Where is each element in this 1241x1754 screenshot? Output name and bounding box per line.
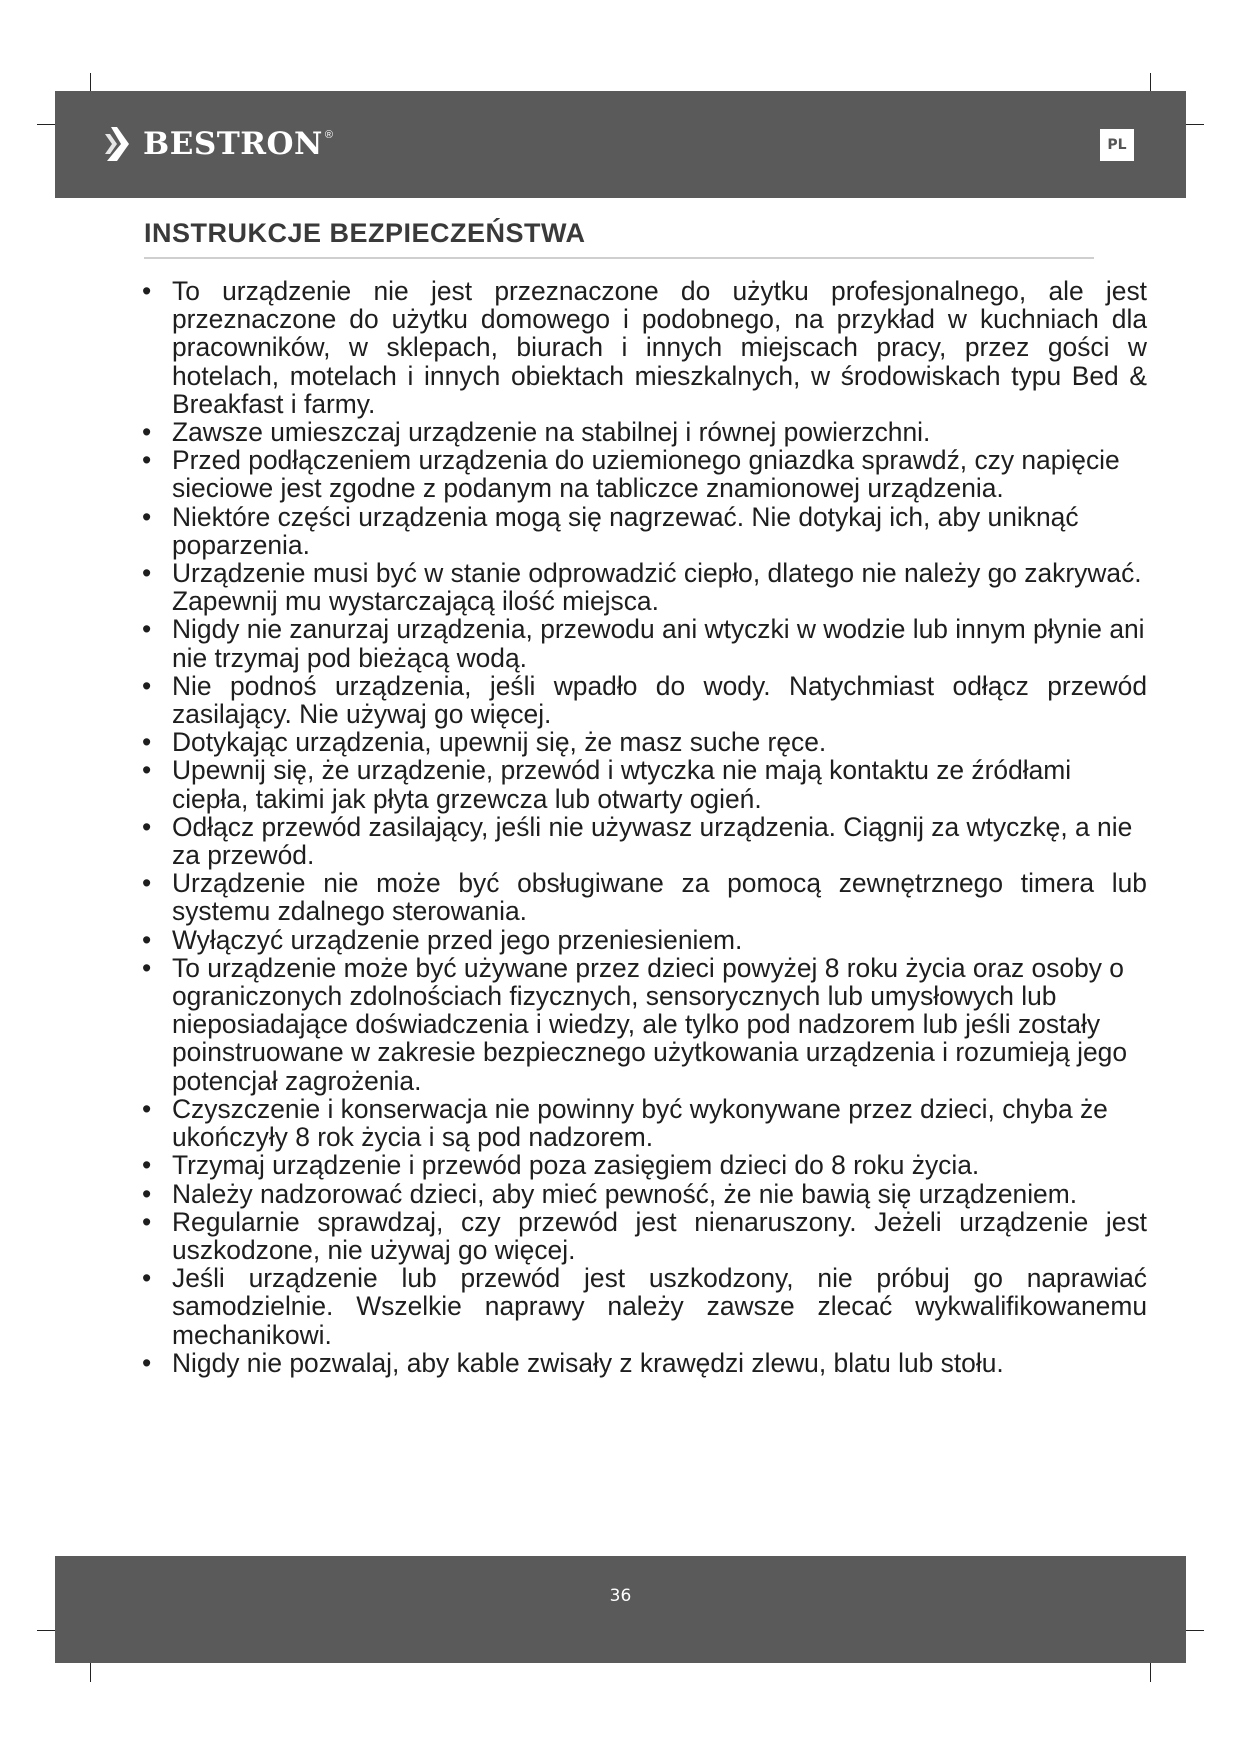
list-item: • To urządzenie może być używane przez dzieci powyżej 8 roku życia oraz osoby o ograniczonych zdolnościach fizycznych, sensorycznych lub umysłowych lub nieposiadające doświadczenia i wiedzy, ale tylko pod nadzorem lub jeśli zostały poinstruowane w zakresie bezpiecznego użytkowania urządzenia i rozumieją jego potencjał zagrożenia.: [142, 954, 1147, 1095]
list-item: • Przed podłączeniem urządzenia do uziemionego gniazdka sprawdź, czy napięcie sieciowe jest zgodne z podanym na tabliczce znamionowej urządzenia.: [142, 446, 1147, 502]
page-number: 36: [609, 1586, 632, 1606]
list-item: • Nigdy nie zanurzaj urządzenia, przewodu ani wtyczki w wodzie lub innym płynie ani nie trzymaj pod bieżącą wodą.: [142, 615, 1147, 671]
brand-name: BESTRON: [143, 126, 323, 162]
list-item: • Upewnij się, że urządzenie, przewód i wtyczka nie mają kontaktu ze źródłami ciepła, takimi jak płyta grzewcza lub otwarty ogień.: [142, 756, 1147, 812]
language-badge: PL: [1100, 129, 1134, 161]
list-item: • Urządzenie musi być w stanie odprowadzić ciepło, dlatego nie należy go zakrywać. Zapewnij mu wystarczającą ilość miejsca.: [142, 559, 1147, 615]
list-item: • Należy nadzorować dzieci, aby mieć pewność, że nie bawią się urządzeniem.: [142, 1180, 1147, 1208]
list-item: • Odłącz przewód zasilający, jeśli nie używasz urządzenia. Ciągnij za wtyczkę, a nie za przewód.: [142, 813, 1147, 869]
safety-instructions-list: [142, 277, 1147, 1377]
brand-logo: [105, 121, 333, 167]
list-item: • Urządzenie nie może być obsługiwane za pomocą zewnętrznego timera lub systemu zdalnego sterowania.: [142, 869, 1147, 925]
registered-mark: ®: [324, 129, 333, 141]
list-item: • Czyszczenie i konserwacja nie powinny być wykonywane przez dzieci, chyba że ukończyły 8 rok życia i są pod nadzorem.: [142, 1095, 1147, 1151]
header-bar: [55, 91, 1186, 198]
list-item: • Nigdy nie pozwalaj, aby kable zwisały z krawędzi zlewu, blatu lub stołu.: [142, 1349, 1147, 1377]
double-chevron-logo-icon: [105, 127, 135, 161]
footer-bar: [55, 1556, 1186, 1663]
list-item: • Regularnie sprawdzaj, czy przewód jest nienaruszony. Jeżeli urządzenie jest uszkodzone, nie używaj go więcej.: [142, 1208, 1147, 1264]
list-item: • Dotykając urządzenia, upewnij się, że masz suche ręce.: [142, 728, 1147, 756]
list-item: • Nie podnoś urządzenia, jeśli wpadło do wody. Natychmiast odłącz przewód zasilający. Nie używaj go więcej.: [142, 672, 1147, 728]
title-divider: [144, 257, 1094, 259]
list-item: • Zawsze umieszczaj urządzenie na stabilnej i równej powierzchni.: [142, 418, 1147, 446]
list-item: • Wyłączyć urządzenie przed jego przeniesieniem.: [142, 926, 1147, 954]
list-item: • Jeśli urządzenie lub przewód jest uszkodzony, nie próbuj go naprawiać samodzielnie. Wszelkie naprawy należy zawsze zlecać wykwalifikowanemu mechanikowi.: [142, 1264, 1147, 1349]
list-item: • Trzymaj urządzenie i przewód poza zasięgiem dzieci do 8 roku życia.: [142, 1151, 1147, 1179]
page-title: INSTRUKCJE BEZPIECZEŃSTWA: [144, 218, 586, 248]
list-item: • To urządzenie nie jest przeznaczone do użytku profesjonalnego, ale jest przeznaczone do użytku domowego i podobnego, na przykład w kuchniach dla pracowników, w sklepach, biurach i innych miejscach pracy, przez gości w hotelach, motelach i innych obiektach mieszkalnych, w środowiskach typu Bed & Breakfast i farmy.: [142, 277, 1147, 418]
list-item: • Niektóre części urządzenia mogą się nagrzewać. Nie dotykaj ich, aby uniknąć poparzenia.: [142, 503, 1147, 559]
